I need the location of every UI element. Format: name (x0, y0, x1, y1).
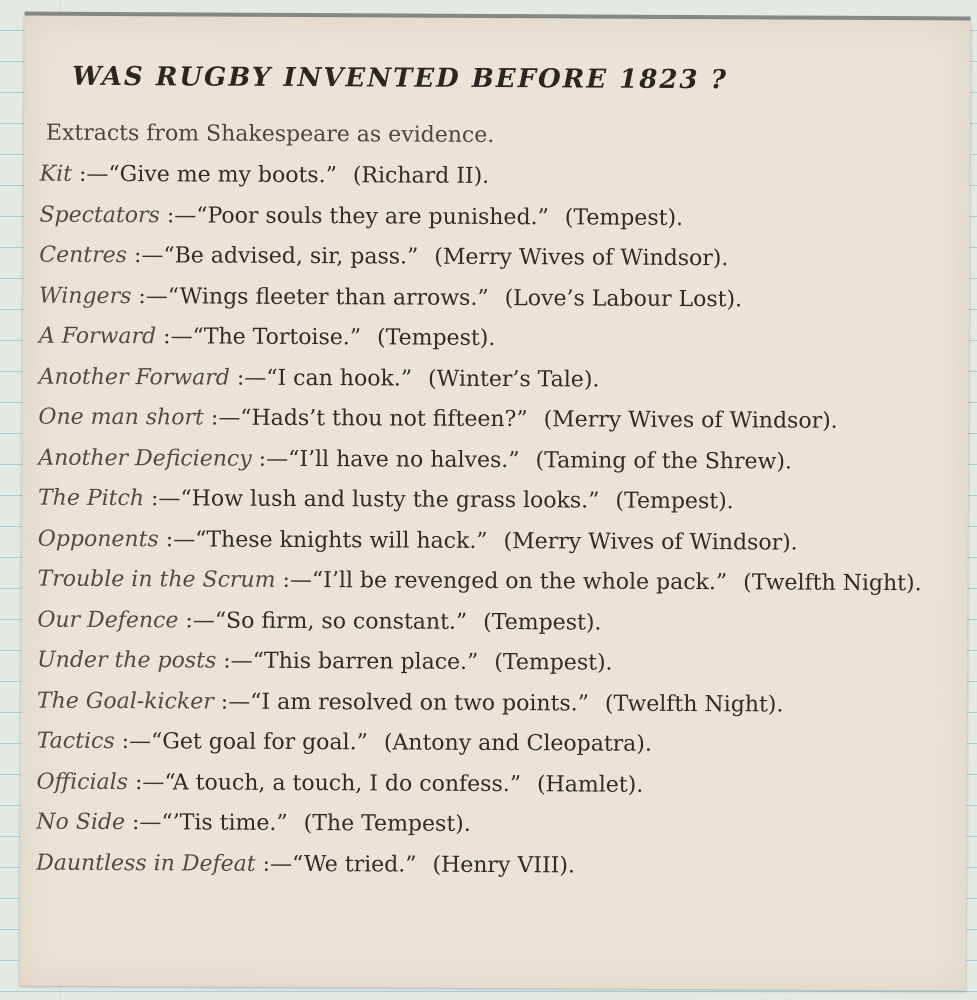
entry-label: The Pitch (37, 485, 145, 512)
entry-quote: “I can hook.” (266, 365, 413, 392)
entry-quote: “A touch, a touch, I do confess.” (164, 769, 522, 797)
entry-separator: :— (78, 161, 109, 187)
entry-quote: “I’ll be revenged on the whole pack.” (311, 568, 728, 596)
entry-source: (The Tempest). (303, 811, 471, 837)
entry-source: (Tempest). (377, 325, 496, 351)
entry-quote: “Wings fleeter than arrows.” (167, 283, 489, 311)
entry-quote: “I am resolved on two points.” (250, 689, 590, 716)
entry-quote: “These knights will hack.” (195, 526, 488, 554)
entry-source: (Merry Wives of Windsor). (434, 244, 729, 272)
entry-separator: :— (166, 202, 197, 228)
entry-source: (Henry VIII). (432, 852, 576, 878)
list-item (39, 361, 964, 398)
entry-separator: :— (121, 729, 152, 755)
list-item (39, 199, 964, 236)
entry-label: No Side (36, 809, 126, 836)
entry-source: (Antony and Cleopatra). (383, 730, 652, 757)
entry-separator: :— (163, 324, 193, 350)
entry-label: Our Defence (37, 607, 179, 633)
intro-line: Extracts from Shakespeare as evidence. (45, 120, 495, 148)
list-item (39, 240, 964, 277)
headline: WAS RUGBY INVENTED BEFORE 1823 ? (72, 61, 728, 96)
entry-source: (Merry Wives of Windsor). (503, 528, 798, 556)
list-item (37, 685, 962, 722)
entry-label: Tactics (36, 728, 115, 755)
entry-separator: :— (165, 526, 196, 552)
entry-label: Wingers (39, 283, 132, 309)
entry-separator: :— (282, 567, 312, 594)
list-item (39, 280, 964, 317)
entry-separator: :— (236, 365, 267, 391)
list-item (39, 321, 964, 358)
entry-source: (Winter’s Tale). (427, 366, 600, 393)
entry-label: A Forward (38, 323, 157, 350)
entry-quote: “We tried.” (292, 851, 417, 878)
entry-source: (Tempest). (564, 204, 684, 231)
list-item (38, 564, 963, 601)
entry-label: The Goal-kicker (36, 688, 214, 715)
entry-quote: “How lush and lusty the grass looks.” (180, 486, 600, 514)
newspaper-clipping (19, 16, 970, 991)
entry-label: Opponents (37, 526, 159, 552)
entry-label: Under the posts (37, 647, 217, 674)
entry-separator: :— (185, 607, 215, 634)
entry-quote: “Poor souls they are punished.” (196, 202, 549, 230)
entry-label: Spectators (39, 202, 160, 228)
entry-separator: :— (131, 810, 162, 836)
entry-source: (Tempest). (483, 609, 602, 636)
entry-source: (Love’s Labour Lost). (504, 285, 743, 312)
entry-separator: :— (258, 446, 289, 472)
entry-separator: :— (223, 648, 253, 674)
entry-quote: “The Tortoise.” (192, 324, 362, 351)
entry-source: (Hamlet). (536, 771, 644, 798)
entry-label: Dauntless in Defeat (36, 850, 256, 877)
list-item (38, 523, 963, 560)
entry-separator: :— (133, 243, 164, 269)
list-item (38, 442, 963, 479)
entry-separator: :— (220, 689, 251, 715)
entry-source: (Twelfth Night). (743, 570, 922, 597)
entry-label: Kit (39, 161, 73, 187)
list-item (38, 402, 963, 439)
entry-list (36, 159, 965, 893)
entry-quote: “’Tis time.” (161, 810, 288, 836)
list-item (36, 847, 961, 884)
entry-quote: “So firm, so constant.” (214, 608, 468, 635)
entry-source: (Twelfth Night). (604, 691, 784, 718)
list-item (37, 645, 962, 682)
entry-source: (Merry Wives of Windsor). (543, 407, 838, 434)
entry-separator: :— (134, 769, 165, 795)
list-item (37, 726, 962, 763)
entry-label: Another Deficiency (38, 445, 252, 472)
entry-quote: “Give me my boots.” (108, 161, 337, 189)
entry-label: Another Forward (38, 364, 230, 391)
entry-separator: :— (210, 405, 241, 431)
entry-separator: :— (138, 283, 168, 309)
entry-separator: :— (150, 486, 181, 512)
list-item (38, 483, 963, 520)
entry-label: Officials (36, 769, 129, 795)
entry-source: (Tempest). (615, 488, 734, 515)
entry-source: (Tempest). (494, 649, 613, 676)
list-item (36, 807, 961, 844)
list-item (36, 766, 961, 803)
entry-separator: :— (262, 851, 293, 877)
entry-label: Centres (39, 242, 128, 269)
list-item (40, 159, 965, 196)
entry-source: (Richard II). (352, 163, 490, 189)
entry-quote: “Hads’t thou not fifteen?” (240, 405, 528, 433)
entry-quote: “I’ll have no halves.” (288, 446, 520, 473)
entry-quote: “This barren place.” (252, 648, 479, 675)
entry-source: (Taming of the Shrew). (535, 447, 793, 475)
entry-quote: “Get goal for goal.” (151, 729, 368, 756)
entry-quote: “Be advised, sir, pass.” (163, 243, 419, 270)
entry-label: Trouble in the Scrum (37, 566, 276, 593)
list-item (37, 604, 962, 641)
entry-label: One man short (38, 404, 204, 431)
